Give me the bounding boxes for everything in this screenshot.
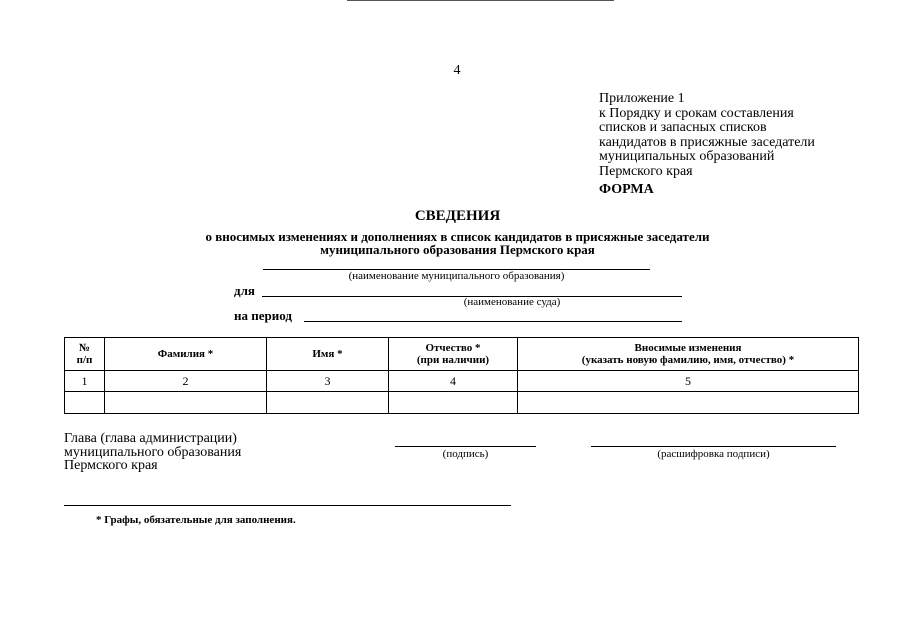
- empty-cell[interactable]: [267, 392, 389, 414]
- signature-decode-caption: (расшифровка подписи): [657, 448, 770, 460]
- column-number: 4: [389, 371, 518, 392]
- municipality-caption: (наименование муниципального образования): [348, 270, 565, 282]
- column-number: 5: [518, 371, 859, 392]
- table-row: [65, 392, 859, 414]
- appendix-line: кандидатов в присяжные заседатели: [599, 134, 815, 150]
- appendix-line: муниципальных образований: [599, 149, 775, 164]
- header-cell-changes: Вносимые изменения (указать новую фамилию, имя, отчество) *: [518, 338, 859, 371]
- document-title: СВЕДЕНИЯ: [414, 208, 501, 224]
- column-number: 2: [105, 371, 267, 392]
- period-line[interactable]: [304, 321, 682, 322]
- changes-table: [64, 337, 859, 414]
- appendix-line: Пермского края: [599, 163, 693, 179]
- top-rule: [347, 0, 614, 1]
- appendix-line: списков и запасных списков: [599, 120, 767, 135]
- table-numbering-row: [65, 371, 859, 392]
- appendix-block: [599, 92, 859, 179]
- subtitle-line: муниципального образования Пермского края: [320, 241, 595, 257]
- form-label: ФОРМА: [599, 182, 654, 197]
- court-caption: (наименование суда): [463, 296, 561, 308]
- signatory-line: муниципального образования: [64, 444, 242, 460]
- signatory-line: Пермского края: [64, 458, 158, 473]
- column-number: 3: [267, 371, 389, 392]
- signature-caption: (подпись): [442, 448, 489, 460]
- page-number: 4: [453, 63, 461, 78]
- table-header-row: [65, 338, 859, 371]
- empty-cell[interactable]: [518, 392, 859, 414]
- header-cell-number: № п/п: [65, 338, 105, 371]
- signature-line[interactable]: [395, 446, 536, 447]
- for-label: для: [234, 283, 255, 298]
- empty-cell[interactable]: [105, 392, 267, 414]
- appendix-line: к Порядку и срокам составления: [599, 105, 794, 121]
- document-subtitle: [0, 231, 905, 256]
- appendix-line: Приложение 1: [599, 91, 685, 106]
- column-number: 1: [65, 371, 105, 392]
- signatory-block: [64, 432, 241, 473]
- empty-cell[interactable]: [389, 392, 518, 414]
- header-cell-name: Имя *: [267, 338, 389, 371]
- signature-decode-line[interactable]: [591, 446, 836, 447]
- empty-cell[interactable]: [65, 392, 105, 414]
- footnote: * Графы, обязательные для заполнения.: [96, 514, 296, 526]
- signatory-line: Глава (глава администрации): [64, 431, 237, 446]
- header-cell-patronymic: Отчество * (при наличии): [389, 338, 518, 371]
- period-label: на период: [234, 308, 292, 323]
- subtitle-line: о вносимых изменениях и дополнениях в список кандидатов в присяжные заседатели: [205, 229, 710, 244]
- footnote-separator: [64, 505, 511, 506]
- header-cell-surname: Фамилия *: [105, 338, 267, 371]
